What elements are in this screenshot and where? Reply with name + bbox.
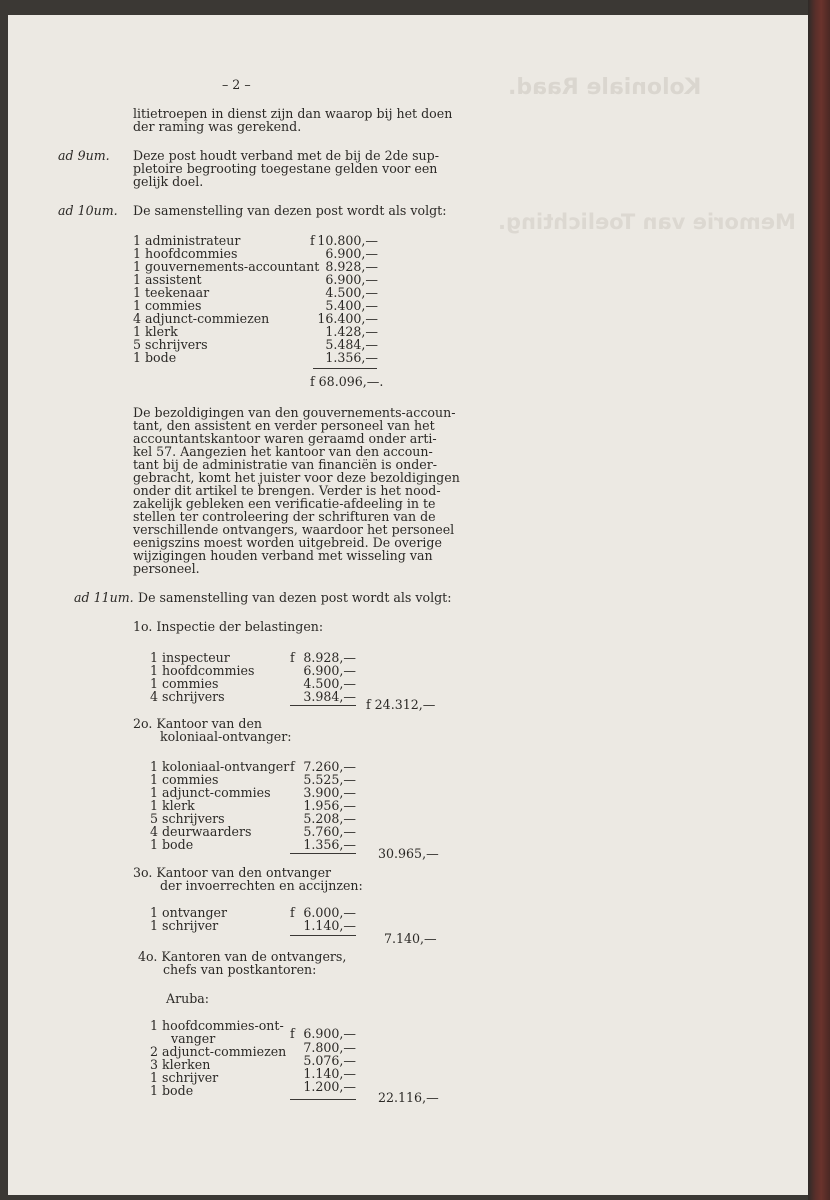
- qty: 2: [150, 1044, 159, 1059]
- document-page: [8, 15, 808, 1195]
- bleed-through-title: Memorie van Toelichting.: [498, 210, 796, 234]
- role: schrijvers: [145, 337, 208, 352]
- amount: 1.956,—: [303, 798, 356, 813]
- amount: 4.500,—: [325, 285, 378, 300]
- sum-rule: [290, 705, 356, 706]
- amount: 6.900,—: [325, 272, 378, 287]
- paragraph-line: onder dit artikel te brengen. Verder is het nood-: [133, 483, 441, 498]
- role: schrijver: [162, 918, 219, 933]
- ad9-label: ad 9um.: [58, 148, 110, 163]
- qty: 1: [150, 650, 159, 665]
- paragraph-line: kel 57. Aangezien het kantoor van den accoun-: [133, 444, 433, 459]
- ad11-label: ad 11um.: [74, 590, 134, 605]
- amount: 6.900,—: [303, 1026, 356, 1041]
- amount: 8.928,—: [303, 650, 356, 665]
- currency: f: [290, 759, 295, 774]
- paragraph-line: tant bij de administratie van financiën is onder-: [133, 457, 438, 472]
- qty: 1: [150, 1018, 159, 1033]
- amount: 1.356,—: [303, 837, 356, 852]
- qty: 1: [150, 905, 159, 920]
- paragraph-line: accountantskantoor waren geraamd onder arti-: [133, 431, 437, 446]
- role: adjunct-commiezen: [162, 1044, 287, 1059]
- amount: 1.140,—: [303, 918, 356, 933]
- amount: 5.484,—: [325, 337, 378, 352]
- sum-rule: [290, 935, 356, 936]
- role: bode: [145, 350, 177, 365]
- role: bode: [162, 837, 194, 852]
- section-title: 1o. Inspectie der belastingen:: [133, 619, 324, 634]
- role: adjunct-commies: [162, 785, 271, 800]
- qty: 1: [150, 1070, 159, 1085]
- paragraph-line: gebracht, komt het juister voor deze bezoldigingen: [133, 470, 460, 485]
- role: commies: [162, 676, 219, 691]
- ad11-heading: De samenstelling van dezen post wordt als volgt:: [138, 590, 452, 605]
- amount: 10.800,—: [317, 233, 378, 248]
- qty: 3: [150, 1057, 159, 1072]
- section-title: 4o. Kantoren van de ontvangers,: [138, 949, 347, 964]
- sum-rule: [290, 1099, 356, 1100]
- qty: 4: [150, 824, 159, 839]
- qty: 1: [133, 285, 142, 300]
- qty: 1: [150, 785, 159, 800]
- amount: 4.500,—: [303, 676, 356, 691]
- role: schrijvers: [162, 689, 225, 704]
- paragraph-line: wijzigingen houden verband met wisseling van: [133, 548, 433, 563]
- amount: 5.208,—: [303, 811, 356, 826]
- amount: 5.525,—: [303, 772, 356, 787]
- qty: 5: [150, 811, 159, 826]
- role: klerken: [162, 1057, 211, 1072]
- qty: 1: [150, 676, 159, 691]
- amount: 1.200,—: [303, 1079, 356, 1094]
- sum-rule: [290, 853, 356, 854]
- amount: 6.900,—: [303, 663, 356, 678]
- amount: 3.900,—: [303, 785, 356, 800]
- qty: 1: [133, 259, 142, 274]
- role: inspecteur: [162, 650, 230, 665]
- section-title: 2o. Kantoor van den: [133, 716, 263, 731]
- ad10-heading: De samenstelling van dezen post wordt als volgt:: [133, 203, 447, 218]
- role: bode: [162, 1083, 194, 1098]
- role: commies: [162, 772, 219, 787]
- role: vanger: [171, 1031, 216, 1046]
- amount: 1.140,—: [303, 1066, 356, 1081]
- paragraph-line: verschillende ontvangers, waardoor het personeel: [133, 522, 455, 537]
- role: hoofdcommies: [145, 246, 238, 261]
- role: klerk: [162, 798, 195, 813]
- role: koloniaal-ontvanger: [162, 759, 290, 774]
- intro-line: litietroepen in dienst zijn dan waarop bij het doen: [133, 106, 453, 121]
- currency: f: [310, 233, 315, 248]
- subtotal: 22.116,—: [378, 1090, 439, 1105]
- amount: 1.356,—: [325, 350, 378, 365]
- role: administrateur: [145, 233, 241, 248]
- qty: 4: [150, 689, 159, 704]
- amount: 5.400,—: [325, 298, 378, 313]
- subtotal: 7.140,—: [384, 931, 437, 946]
- amount: 5.760,—: [303, 824, 356, 839]
- section-title: koloniaal-ontvanger:: [160, 729, 292, 744]
- currency: f: [290, 905, 295, 920]
- qty: 1: [150, 663, 159, 678]
- amount: 3.984,—: [303, 689, 356, 704]
- qty: 1: [150, 918, 159, 933]
- role: hoofdcommies-ont-: [162, 1018, 284, 1033]
- qty: 1: [150, 1083, 159, 1098]
- role: teekenaar: [145, 285, 210, 300]
- amount: 7.260,—: [303, 759, 356, 774]
- ad9-line: gelijk doel.: [133, 174, 204, 189]
- role: ontvanger: [162, 905, 228, 920]
- section-title: der invoerrechten en accijnzen:: [160, 878, 363, 893]
- amount: 6.900,—: [325, 246, 378, 261]
- sum-rule: [313, 368, 377, 369]
- role: hoofdcommies: [162, 663, 255, 678]
- paragraph-line: tant, den assistent en verder personeel van het: [133, 418, 435, 433]
- role: deurwaarders: [162, 824, 252, 839]
- paragraph-line: stellen ter controleering der schrifturen van de: [133, 509, 436, 524]
- amount: 1.428,—: [325, 324, 378, 339]
- qty: 4: [133, 311, 142, 326]
- paragraph-line: eenigszins moest worden uitgebreid. De overige: [133, 535, 442, 550]
- qty: 5: [133, 337, 142, 352]
- qty: 1: [150, 759, 159, 774]
- section-title: 3o. Kantoor van den ontvanger: [133, 865, 332, 880]
- paragraph-line: personeel.: [133, 561, 200, 576]
- qty: 1: [133, 298, 142, 313]
- role: adjunct-commiezen: [145, 311, 270, 326]
- ad10-label: ad 10um.: [58, 203, 118, 218]
- amount: 8.928,—: [325, 259, 378, 274]
- qty: 1: [133, 272, 142, 287]
- qty: 1: [150, 798, 159, 813]
- qty: 1: [150, 772, 159, 787]
- qty: 1: [150, 837, 159, 852]
- subtotal: f 24.312,—: [366, 697, 436, 712]
- qty: 1: [133, 324, 142, 339]
- book-edge: [808, 0, 830, 1200]
- intro-line: der raming was gerekend.: [133, 119, 302, 134]
- amount: 5.076,—: [303, 1053, 356, 1068]
- qty: 1: [133, 246, 142, 261]
- currency: f: [290, 650, 295, 665]
- page-number: – 2 –: [222, 77, 251, 92]
- role: klerk: [145, 324, 178, 339]
- ad9-line: pletoire begrooting toegestane gelden voor een: [133, 161, 438, 176]
- role: assistent: [145, 272, 202, 287]
- qty: 1: [133, 233, 142, 248]
- place-label: Aruba:: [166, 991, 210, 1006]
- section-title: chefs van postkantoren:: [163, 962, 317, 977]
- amount: 7.800,—: [303, 1040, 356, 1055]
- paragraph-line: De bezoldigingen van den gouvernements-accoun-: [133, 405, 456, 420]
- amount: 16.400,—: [317, 311, 378, 326]
- qty: 1: [133, 350, 142, 365]
- bleed-through-header: Koloniale Raad.: [508, 75, 702, 100]
- role: commies: [145, 298, 202, 313]
- currency: f: [290, 1026, 295, 1041]
- role: schrijver: [162, 1070, 219, 1085]
- role: gouvernements-accountant: [145, 259, 320, 274]
- role: schrijvers: [162, 811, 225, 826]
- subtotal: 30.965,—: [378, 846, 439, 861]
- paragraph-line: zakelijk gebleken een verificatie-afdeeling in te: [133, 496, 436, 511]
- ad10-total: f 68.096,—.: [310, 374, 384, 389]
- ad9-line: Deze post houdt verband met de bij de 2de sup-: [133, 148, 439, 163]
- amount: 6.000,—: [303, 905, 356, 920]
